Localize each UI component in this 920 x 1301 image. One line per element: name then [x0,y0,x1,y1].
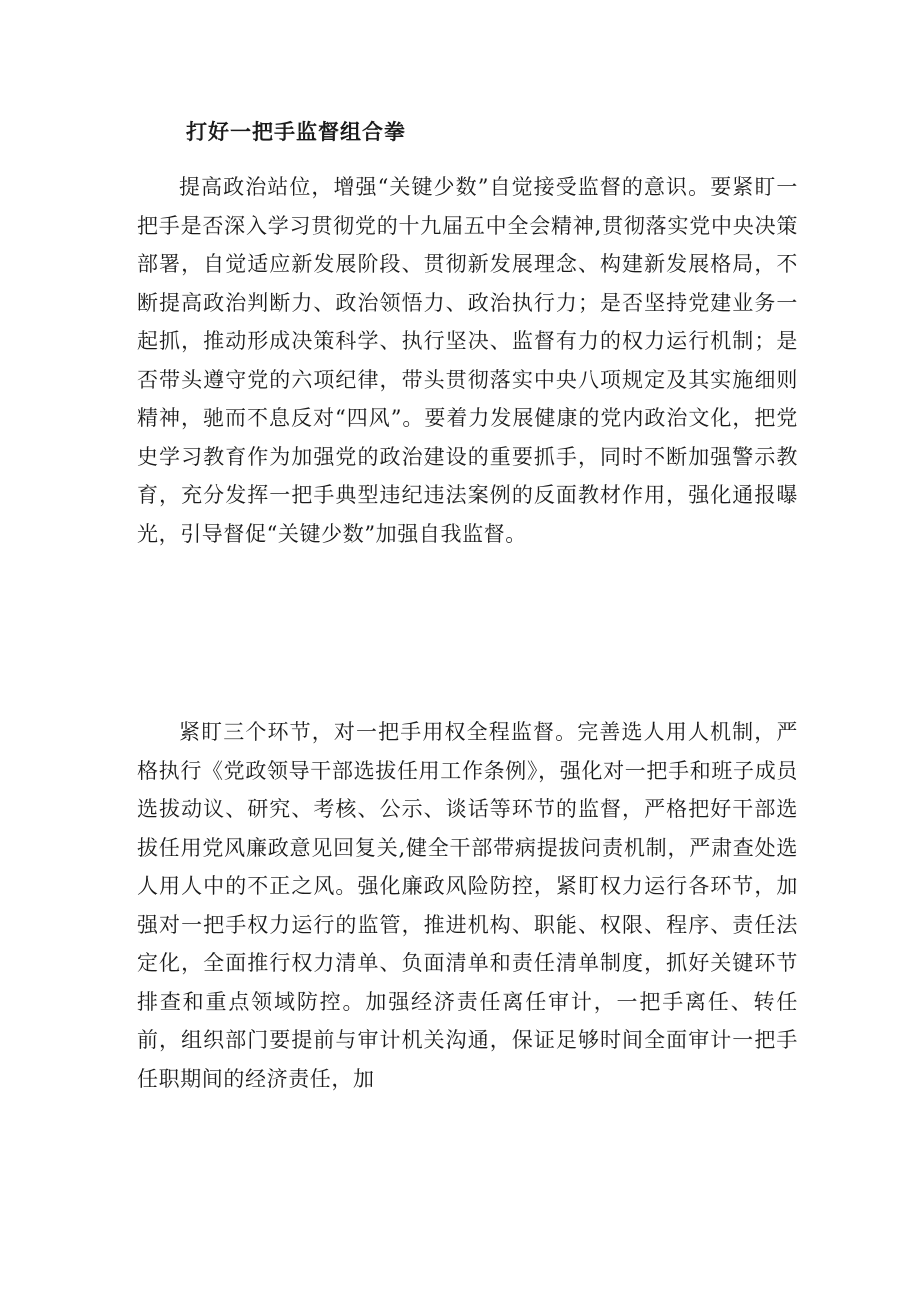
paragraph-political-stance: 提高政治站位，增强“关键少数”自觉接受监督的意识。要紧盯一把手是否深入学习贯彻党的十九届五中全会精神,贯彻落实党中央决策部署，自觉适应新发展阶段、贯彻新发展理念、构建新发展格局，不断提高政治判断力、政治领悟力、政治执行力；是否坚持党建业务一起抓，推动形成决策科学、执行坚决、监督有力的权力运行机制；是否带头遵守党的六项纪律，带头贯彻落实中央八项规定及其实施细则精神，驰而不息反对“四风”。要着力发展健康的党内政治文化，把党史学习教育作为加强党的政治建设的重要抓手，同时不断加强警示教育，充分发挥一把手典型违纪违法案例的反面教材作用，强化通报曝光，引导督促“关键少数”加强自我监督。 [137,175,798,546]
document-title: 打好一把手监督组合拳 [186,119,406,144]
paragraph-three-links: 紧盯三个环节，对一把手用权全程监督。完善选人用人机制，严格执行《党政领导干部选拔任用工作条例》，强化对一把手和班子成员选拔动议、研究、考核、公示、谈话等环节的监督，严格把好干部选拔任用党风廉政意见回复关,健全干部带病提拔问责机制，严肃查处选人用人中的不正之风。强化廉政风险防控，紧盯权力运行各环节，加强对一把手权力运行的监管，推进机构、职能、权限、程序、责任法定化，全面推行权力清单、负面清单和责任清单制度，抓好关键环节排查和重点领域防控。加强经济责任离任审计，一把手离任、转任前，组织部门要提前与审计机关沟通，保证足够时间全面审计一把手任职期间的经济责任，加 [137,720,798,1091]
